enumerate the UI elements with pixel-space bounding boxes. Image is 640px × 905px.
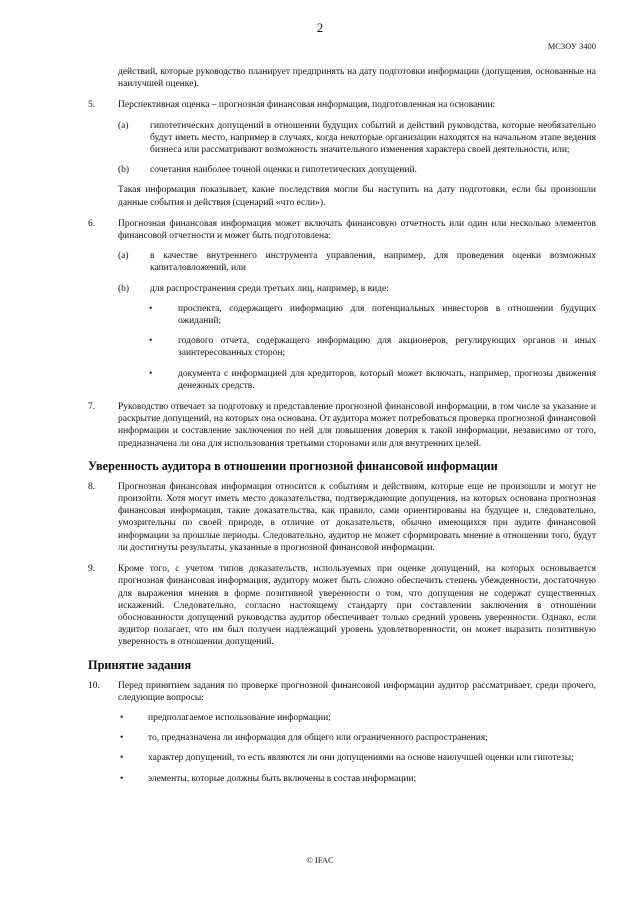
bullet-text: • годового отчета, содержащего информацию для акционеров, регулирующих органов и иных заинтересованных сторон; [178, 336, 596, 359]
sub-item-label: (a) [118, 120, 129, 131]
sub-item-b [118, 283, 596, 295]
sub-item-a [118, 120, 596, 157]
bullet-item [118, 732, 596, 744]
sub-item-text: сочетания наиболее точной оценки и гипотетических допущений. [150, 165, 417, 176]
paragraph-text: Руководство отвечает за подготовку и представление прогнозной финансовой информации, в том числе за указание и раскрытие допущений, на которых она основана. От аудитора может потребоваться проверка прогнозной финансовой информации и составление заключения по ней для повышения доверия к такой информации, независимо от того, предназначена ли она для использования третьими сторонами или для внутренних целей. [118, 402, 596, 449]
bullet-text: • элементы, которые должны быть включены в состав информации; [148, 773, 417, 784]
page-number: 2 [316, 20, 324, 35]
paragraph-text: Прогнозная финансовая информация может включать финансовую отчетность или один или несколько элементов финансовой отчетности и может быть подготовлена: [118, 218, 596, 242]
paragraph-10 [88, 680, 596, 785]
paragraph-number: 7. [88, 402, 96, 413]
bullet-text: • документа с информацией для кредиторов, который может включать, например, прогнозы движения денежных средств. [178, 368, 596, 391]
paragraph-text: Перед принятием задания по проверке прогнозной финансовой информации аудитор рассматривает, среди прочего, следующие вопросы: [118, 680, 596, 703]
page-content [88, 66, 596, 794]
paragraph-9 [88, 563, 596, 648]
bullet-item [118, 712, 596, 724]
sub-item-b [118, 164, 596, 176]
paragraph-text: действий, которые руководство планирует предпринять на дату подготовки информации (допущения, основанные на наилучшей оценке). [118, 67, 596, 90]
paragraph-7 [88, 401, 596, 450]
sub-item-text: в качестве внутреннего инструмента управления, например, для проведения оценки возможных капиталовложений, или [150, 251, 596, 274]
sub-item-label: (a) [118, 251, 129, 262]
bullet-text: • то, предназначена ли информация для общего или ограниченного распространения; [148, 733, 488, 744]
document-code: МСЗОУ 3400 [547, 41, 596, 51]
paragraph-number: 8. [88, 481, 96, 492]
paragraph-number: 9. [88, 564, 96, 575]
sub-item-label: (b) [118, 283, 130, 294]
paragraph-note: Такая информация показывает, какие последствия могли бы наступить на дату подготовки, если бы произошли данные события и действия (сценарий «что если»). [118, 185, 596, 208]
sub-item-text: гипотетических допущений в отношении будущих событий и действий руководства, которые необязательно будут иметь место, например в случаях, когда некоторые организации находятся на начальном этапе ведения бизнеса или рассматривают возможность значительного изменения характера своей деятельности, или; [150, 120, 596, 156]
bullet-item [118, 303, 596, 327]
copyright-footer: © IFAC [306, 855, 334, 865]
bullet-item [118, 752, 596, 764]
paragraph-5 [88, 99, 596, 208]
bullet-text: • проспекта, содержащего информацию для потенциальных инвесторов в отношении будущих ожиданий; [178, 303, 596, 327]
sub-item-a [118, 250, 596, 274]
paragraph-text: Прогнозная финансовая информация относится к событиям и действиям, которые еще не произошли и могут не произойти. Хотя могут иметь место доказательства, подтверждающие допущения, на которых основана прогнозная финансовая информация, такие доказательства, как правило, сами ориентированы на будущее и, следовательно, умозрительны по своей природе, в отличие от доказательств, обычно имеющихся при аудите финансовой информации за прошлые периоды. Следовательно, аудитор не может сформировать мнение в отношении того, будут ли достигнуты результаты, указанные в прогнозной финансовой информации. [118, 481, 596, 553]
section-heading-acceptance: Принятие задания [88, 657, 192, 672]
continued-paragraph [118, 66, 596, 90]
paragraph-text: Перспективная оценка – прогнозная финансовая информация, подготовленная на основании: [118, 100, 496, 111]
paragraph-number: 6. [88, 218, 96, 229]
paragraph-6 [88, 218, 596, 392]
bullet-text: • характер допущений, то есть являются ли они допущениями на основе наилучшей оценки или гипотезы; [148, 753, 574, 764]
paragraph-number: 5. [88, 100, 96, 111]
bullet-item [118, 335, 596, 359]
bullet-item [118, 368, 596, 392]
bullet-item [118, 773, 596, 785]
paragraph-8 [88, 481, 596, 554]
bullet-text: • предполагаемое использование информации; [148, 712, 331, 723]
section-heading-assurance: Уверенность аудитора в отношении прогнозной финансовой информации [88, 458, 498, 473]
sub-item-label: (b) [118, 165, 130, 176]
paragraph-text: Кроме того, с учетом типов доказательств, используемых при оценке допущений, на которых основывается прогнозная финансовая информация, аудитору может быть сложно обеспечить степень убежденности, достаточную для выражения мнения в форме позитивной уверенности о том, что допущения не содержат существенных искажений. Следовательно, согласно настоящему стандарту при составлении заключения в отношении обоснованности допущений руководства аудитор обеспечивает только средний уровень уверенности. Однако, если аудитор полагает, что им был получен надлежащий уровень удовлетворенности, он может выразить позитивную уверенность в отношении допущений. [118, 564, 596, 648]
sub-item-text: для распространения среди третьих лиц, например, в виде: [150, 283, 389, 294]
paragraph-number: 10. [88, 680, 100, 691]
